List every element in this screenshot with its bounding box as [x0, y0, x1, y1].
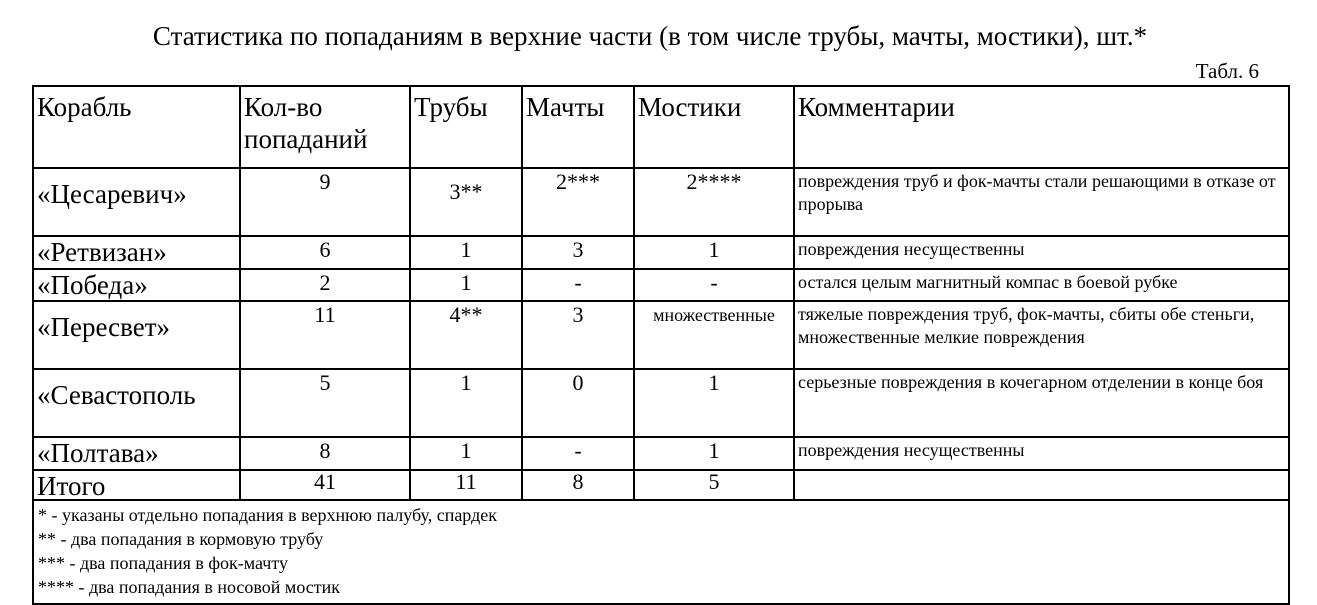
- masts-count: 3: [522, 236, 634, 269]
- hits-count: 2: [240, 269, 410, 301]
- total-row: [33, 470, 1289, 500]
- total-label: Итого: [33, 470, 240, 500]
- masts-count: 0: [522, 369, 634, 437]
- funnels-count: 1: [410, 369, 522, 437]
- total-comment: [794, 470, 1289, 500]
- notes-row: [33, 500, 1289, 604]
- header-comments: Комментарии: [794, 86, 1289, 168]
- masts-count: 2***: [522, 168, 634, 236]
- total-bridges: 5: [634, 470, 794, 500]
- hits-count: 5: [240, 369, 410, 437]
- bridges-count: множественные: [634, 301, 794, 369]
- funnels-count: 3**: [410, 168, 522, 236]
- header-hits: Кол-во попаданий: [240, 86, 410, 168]
- footnote: ** - два попадания в кормовую трубу: [38, 529, 324, 549]
- hits-count: 6: [240, 236, 410, 269]
- table-row: [33, 236, 1289, 269]
- ship-name: «Цесаревич»: [33, 168, 240, 236]
- ship-name: «Полтава»: [33, 437, 240, 470]
- masts-count: -: [522, 437, 634, 470]
- bridges-count: 1: [634, 437, 794, 470]
- bridges-count: 1: [634, 369, 794, 437]
- masts-count: 3: [522, 301, 634, 369]
- bridges-count: -: [634, 269, 794, 301]
- comment: повреждения несущественны: [794, 236, 1289, 269]
- hits-count: 8: [240, 437, 410, 470]
- funnels-count: 1: [410, 269, 522, 301]
- hits-count: 9: [240, 168, 410, 236]
- ship-name: «Пересвет»: [33, 301, 240, 369]
- comment: тяжелые повреждения труб, фок-мачты, сбиты обе стеньги, множественные мелкие повреждения: [794, 301, 1289, 369]
- hits-count: 11: [240, 301, 410, 369]
- total-masts: 8: [522, 470, 634, 500]
- table-row: [33, 301, 1289, 369]
- bridges-count: 1: [634, 236, 794, 269]
- funnels-count: 1: [410, 437, 522, 470]
- total-hits: 41: [240, 470, 410, 500]
- footnotes: [33, 500, 1289, 604]
- footnote: **** - два попадания в носовой мостик: [38, 577, 341, 597]
- comment: серьезные повреждения в кочегарном отделении в конце боя: [794, 369, 1289, 437]
- ship-name: «Севастополь: [33, 369, 240, 437]
- funnels-count: 1: [410, 236, 522, 269]
- table-number: Табл. 6: [1195, 59, 1259, 83]
- header-ship: Корабль: [33, 86, 240, 168]
- header-masts: Мачты: [522, 86, 634, 168]
- comment: повреждения несущественны: [794, 437, 1289, 470]
- footnote: * - указаны отдельно попадания в верхнюю палубу, спардек: [38, 505, 497, 525]
- header-row: [33, 86, 1289, 168]
- table-row: [33, 369, 1289, 437]
- header-funnels: Трубы: [410, 86, 522, 168]
- comment: остался целым магнитный компас в боевой рубке: [794, 269, 1289, 301]
- table-row: [33, 437, 1289, 470]
- comment: повреждения труб и фок-мачты стали решающими в отказе от прорыва: [794, 168, 1289, 236]
- header-bridges: Мостики: [634, 86, 794, 168]
- footnote: *** - два попадания в фок-мачту: [38, 553, 288, 573]
- table-row: [33, 269, 1289, 301]
- funnels-count: 4**: [410, 301, 522, 369]
- hits-table: [32, 85, 1290, 605]
- ship-name: «Ретвизан»: [33, 236, 240, 269]
- total-funnels: 11: [410, 470, 522, 500]
- table-row: [33, 168, 1289, 236]
- bridges-count: 2****: [634, 168, 794, 236]
- masts-count: -: [522, 269, 634, 301]
- table-title: Статистика по попаданиям в верхние части (в том числе трубы, мачты, мостики), шт.*: [152, 21, 1148, 51]
- ship-name: «Победа»: [33, 269, 240, 301]
